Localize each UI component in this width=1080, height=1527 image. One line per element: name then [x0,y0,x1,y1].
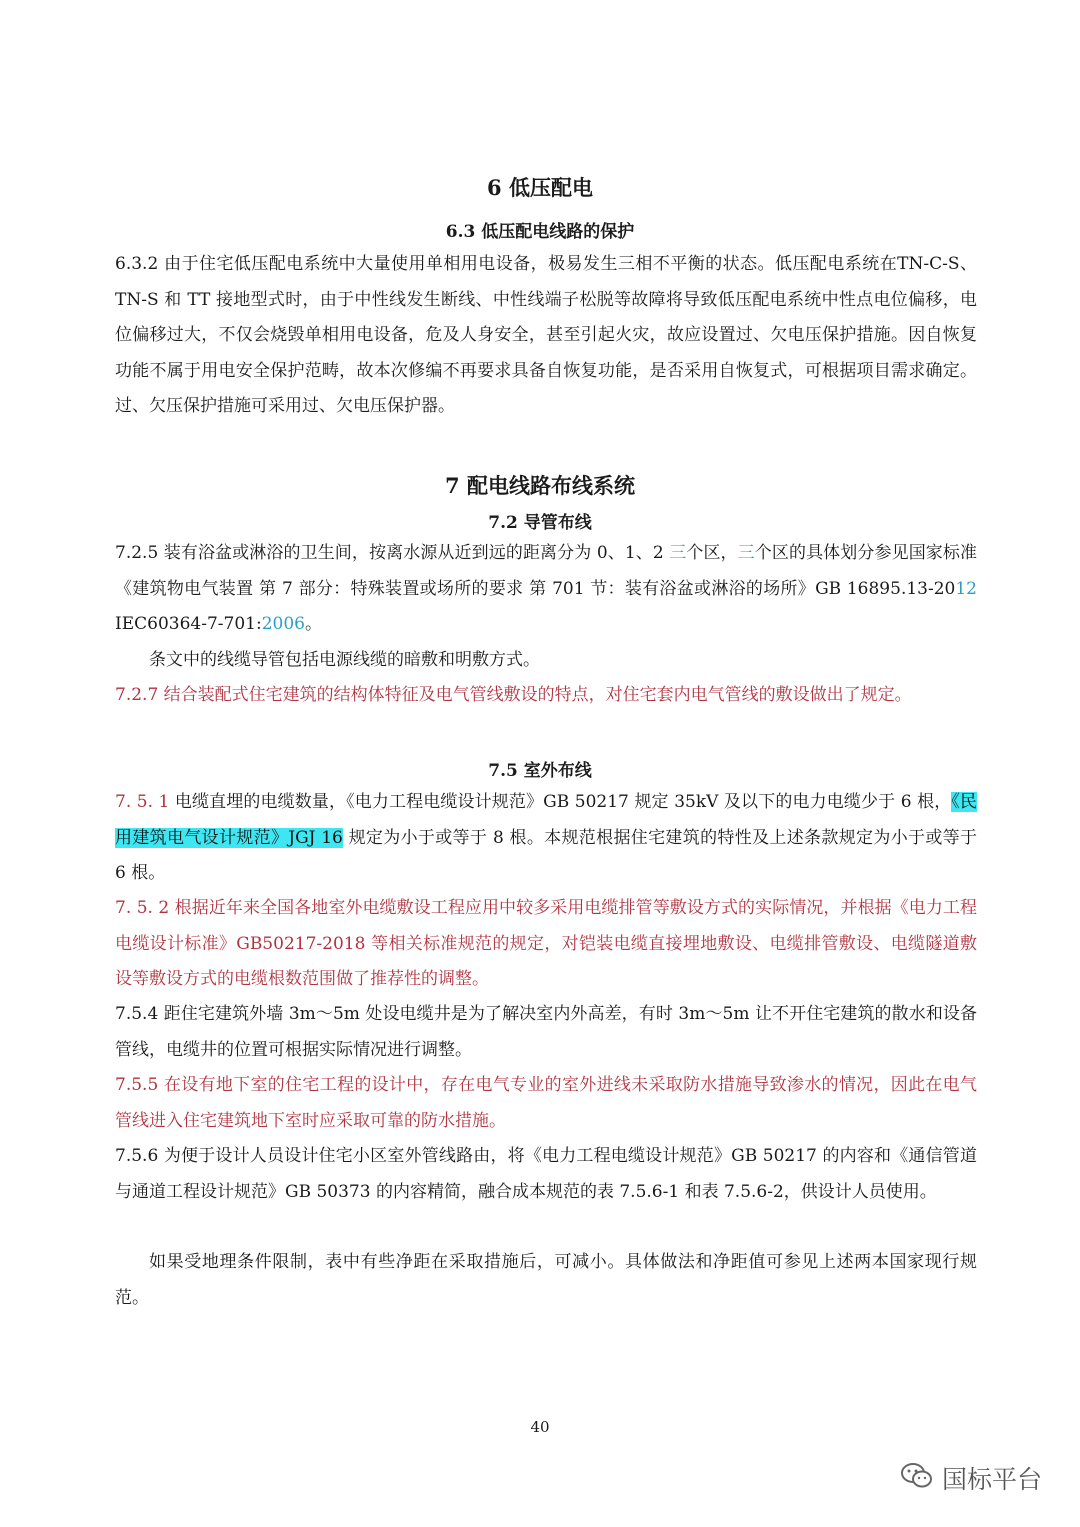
page-number: 40 [530,1418,550,1436]
watermark-text: 国标平台 [942,1465,1043,1494]
paragraph-7-5-2: 7. 5. 2 根据近年来全国各地室外电缆敷设工程应用中较多采用电缆排管等敷设方式的实际情况，并根据《电力工程电缆设计标准》GB50217-2018 等相关标准规范的规定，对铠装电缆直接埋地敷设、电缆排管敷设、电缆隧道敷设等敷设方式的电缆根数范围做了推荐性的调整。 [115,898,977,989]
paragraph-7-5-5: 7.5.5 在设有地下室的住宅工程的设计中，存在电气专业的室外进线未采取防水措施导致渗水的情况，因此在电气管线进入住宅建筑地下室时应采取可靠的防水措施。 [115,1075,977,1131]
section-7-5-title: 7.5 室外布线 [488,761,592,781]
paragraph-6-3-2: 6.3.2 由于住宅低压配电系统中大量使用单相用电设备，极易发生三相不平衡的状态。低压配电系统在TN-C-S、TN-S 和 TT 接地型式时，由于中性线发生断线、中性线端子松脱等故障将导致低压配电系统中性点电位偏移，电位偏移过大，不仅会烧毁单相用电设备，危及人身安全，甚至引起火灾，故应设置过、欠电压保护措施。因自恢复功能不属于用电安全保护范畴，故本次修编不再要求具备自恢复功能，是否采用自恢复式，可根据项目需求确定。过、欠压保护措施可采用过、欠电压保护器。 [115,254,977,416]
paragraph-7-5-1: 7. 5. 1 电缆直埋的电缆数量，《电力工程电缆设计规范》GB 50217 规定 35kV 及以下的电力电缆少于 6 根，《民用建筑电气设计规范》JGJ 16 规定为小于或等于 8 根。本规范根据住宅建筑的特性及上述条款规定为小于或等于 6 根。 [115,792,978,883]
paragraph-7-5-4: 7.5.4 距住宅建筑外墙 3m～5m 处设电缆井是为了解决室内外高差，有时 3m～5m 让不开住宅建筑的散水和设备管线，电缆井的位置可根据实际情况进行调整。 [115,1004,977,1060]
wechat-icon [900,1461,934,1495]
paragraph-7-2-5: 7.2.5 装有浴盆或淋浴的卫生间，按离水源从近到远的距离分为 0、1、2 三个区，三个区的具体划分参见国家标准《建筑物电气装置 第 7 部分：特殊装置或场所的要求 第 701 节：装有浴盆或淋浴的场所》GB 16895.13-2012 IEC60364-7-701:2006。 [115,543,978,634]
paragraph-7-2-5-note: 条文中的线缆导管包括电源线缆的暗敷和明敷方式。 [149,650,540,670]
paragraph-7-5-6-note: 如果受地理条件限制，表中有些净距在采取措施后，可减小。具体做法和净距值可参见上述两本国家现行规范。 [115,1252,977,1308]
section-6-3-title: 6.3 低压配电线路的保护 [445,222,635,242]
watermark [900,1458,1042,1498]
chapter-7-title: 7 配电线路布线系统 [445,473,635,498]
section-7-2-title: 7.2 导管布线 [488,513,592,533]
chapter-6-title: 6 低压配电 [487,175,593,200]
highlighted-reference: 《民用建筑电气设计规范》JGJ 16 [115,792,977,848]
paragraph-7-5-6: 7.5.6 为便于设计人员设计住宅小区室外管线路由，将《电力工程电缆设计规范》GB 50217 的内容和《通信管道与通道工程设计规范》GB 50373 的内容精简，融合成本规范的表 7.5.6-1 和表 7.5.6-2，供设计人员使用。 [115,1146,977,1202]
paragraph-7-2-7: 7.2.7 结合装配式住宅建筑的结构体特征及电气管线敷设的特点，对住宅套内电气管线的敷设做出了规定。 [115,685,912,705]
